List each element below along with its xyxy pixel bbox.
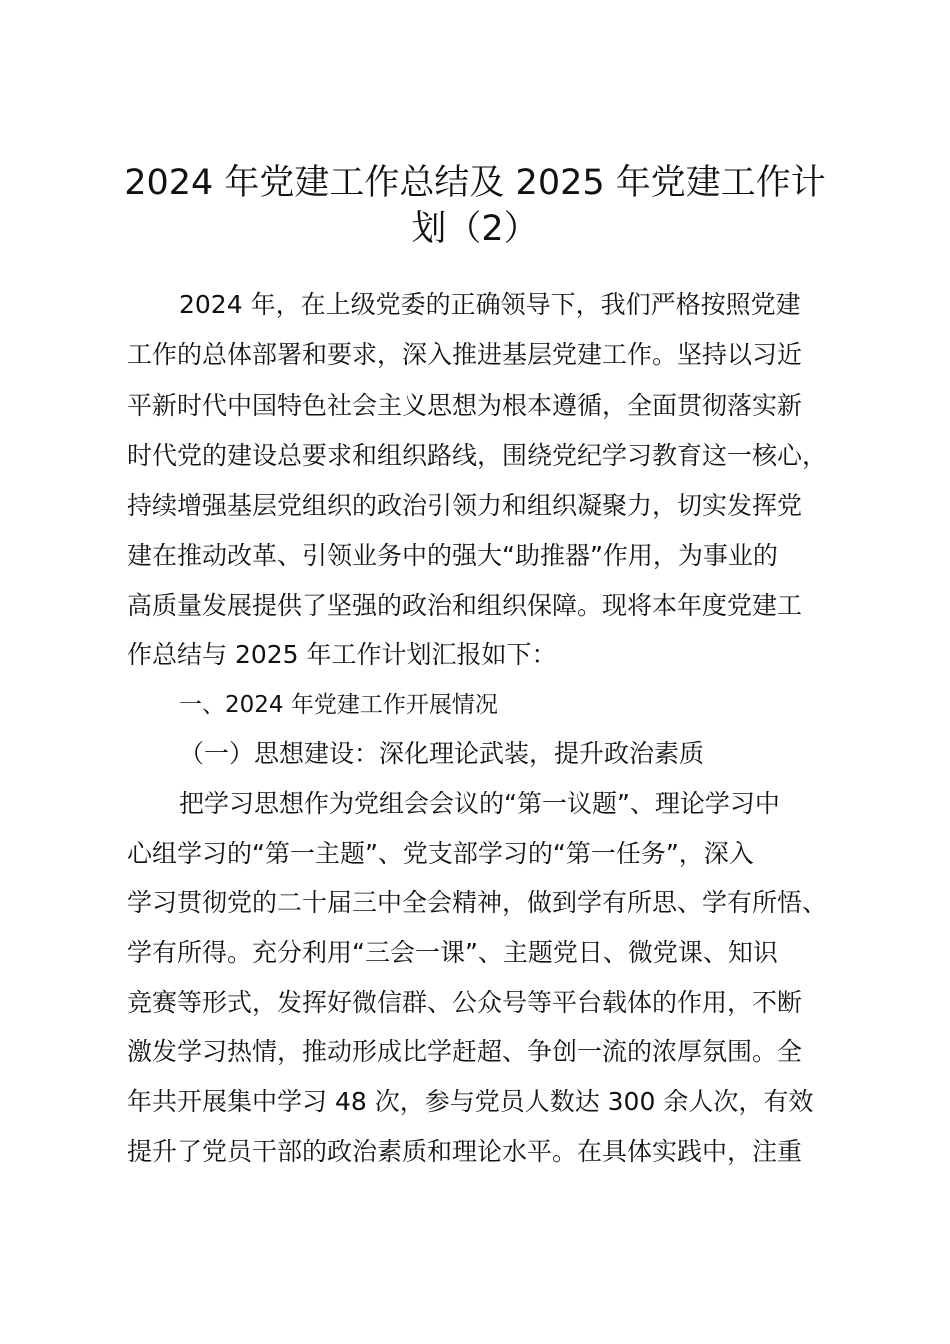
- body-line-9: 把学习思想作为党组会会议的“第一议题”、理论学习中: [179, 789, 780, 818]
- body-line-15: 年共开展集中学习 48 次，参与党员人数达 300 余人次，有效: [127, 1087, 814, 1116]
- subsection-heading-1: （一）思想建设：深化理论武装，提升政治素质: [179, 739, 705, 768]
- body-line-1: 2024 年，在上级党委的正确领导下，我们严格按照党建: [179, 290, 801, 319]
- body-line-12: 学有所得。充分利用“三会一课”、主题党日、微党课、知识: [127, 938, 778, 967]
- body-line-5: 持续增强基层党组织的政治引领力和组织凝聚力，切实发挥党: [127, 491, 803, 520]
- body-line-2: 工作的总体部署和要求，深入推进基层党建工作。坚持以习近: [127, 340, 803, 369]
- body-line-6: 建在推动改革、引领业务中的强大“助推器”作用，为事业的: [127, 541, 778, 570]
- body-line-11: 学习贯彻党的二十届三中全会精神，做到学有所思、学有所悟、: [127, 888, 828, 917]
- document-title-line-2: 划（2）: [411, 209, 539, 249]
- body-line-10: 心组学习的“第一主题”、党支部学习的“第一任务”，深入: [127, 839, 754, 868]
- body-line-8: 作总结与 2025 年工作计划汇报如下：: [127, 640, 557, 669]
- body-line-4: 时代党的建设总要求和组织路线，围绕党纪学习教育这一核心，: [127, 441, 828, 470]
- body-line-14: 激发学习热情，推动形成比学赶超、争创一流的浓厚氛围。全: [127, 1037, 803, 1066]
- body-line-7: 高质量发展提供了坚强的政治和组织保障。现将本年度党建工: [127, 591, 803, 620]
- document-title-line-1: 2024 年党建工作总结及 2025 年党建工作计: [124, 163, 826, 203]
- body-line-16: 提升了党员干部的政治素质和理论水平。在具体实践中，注重: [127, 1137, 803, 1166]
- section-heading-1: 一、2024 年党建工作开展情况: [179, 692, 498, 718]
- body-line-13: 竞赛等形式，发挥好微信群、公众号等平台载体的作用，不断: [127, 988, 803, 1017]
- body-line-3: 平新时代中国特色社会主义思想为根本遵循，全面贯彻落实新: [127, 391, 803, 420]
